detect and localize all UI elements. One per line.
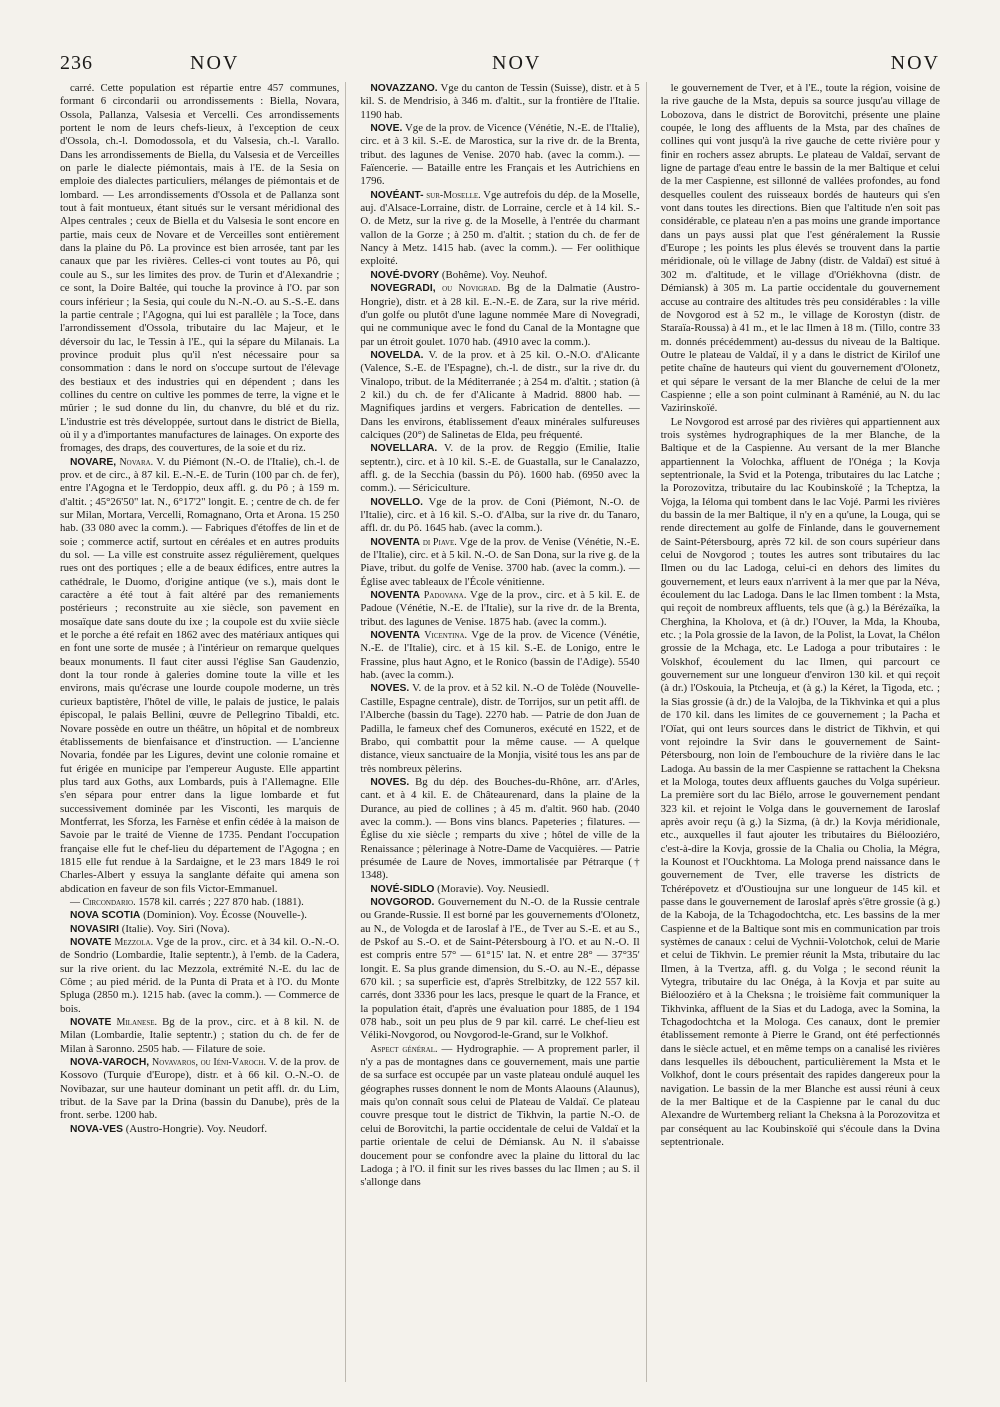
dictionary-entry: [360, 629, 639, 682]
entry-text: Bg du dép. des Bouches-du-Rhône, arr. d'Arles, cant. et à 4 kil. E. de Châteaurenard, dans la plaine de la Durance, au pied de collines ; à 45 m. d'altit. 960 hab. (2040 avec la comm.). — Bons vins blancs. Papeteries ; filatures. — Église du xie siècle ; remparts du xive ; hôtel de ville de la Renaissance ; pèlerinage à Notre-Dame de Vacquières. — Patrie présumée de Laure de Noves, immortalisée par Pétrarque († 1348).: [360, 775, 640, 882]
dictionary-entry: [360, 682, 639, 775]
entry-headword: NOVATE: [70, 1017, 112, 1029]
entry-text: carré. Cette population est répartie entre 457 communes, formant 6 circondarii ou arrondissements : Biella, Novara, Ossola, Pallanza, Valsesia et Vercelli. Ces arrondissements portent le nom de leurs chefs-lieux, à l'exception de ceux d'Ossola, ch.-l. Domodossola, et du Valsesia, ch.-l. Varallo. Dans les arrondissements de Biella, du Valsesia et de Verceilles on parle le dialecte piémontais, mais à l'E. de la Sesia on emploie des dialectes particuliers, mélanges de piémontais et de lombard. — Les arrondissements d'Ossola et de Pallanza sont tout à fait montueux, étant situés sur le versant méridional des Alpes centrales ; ceux de Biella et du Valsesia le sont encore en partie, mais ceux de Novare et de Verceilles sont entièrement dans la plaine du Pô. La province est bien arrosée, tant par les canaux que par les rivières. Celles-ci vont toutes au Pô, qui coule au S., sur les limites des prov. de Turin et d'Alexandrie ; ce sont, la Doire Baltée, qui touche la province à l'O. par son cours inférieur ; la Sesia, qui coule du N.-N.-O. au S.-S.-E. dans la partie centrale ; l'Agogna, qui lui est parallèle ; la Toce, dans l'arrondissement d'Ossola, tributaire du lac Majeur, et le déversoir du lac, le Tessin à l'E., qui la sépare du Milanais. La province produit plus qu'il n'est nécessaire pour sa consommation : dans le nord on s'occupe surtout de l'élevage des bestiaux et des industries qui en dépendent ; dans les collines du centre on cultive les pommes de terre, la vigne et le mûrier ; le sud donne du lin, du chanvre, du blé et du riz. L'industrie est très développée, surtout dans le district de Biella, où il y a d'importantes manufactures de lainages. On exporte des fromages, des draps, des couvertures, de la soie et du riz.: [60, 82, 340, 455]
entry-text: Bg de la prov., circ. et à 8 kil. N. de Milan (Lombardie, Italie septentr.) ; station du ch. de fer de Milan à Saronno. 2505 hab. — Filature de soie.: [60, 1016, 340, 1055]
dictionary-entry: [360, 269, 639, 282]
entry-text: (Moravie). Voy. Neusiedl.: [437, 882, 550, 895]
entry-variant: Mezzola.: [114, 937, 154, 948]
dictionary-entry: [360, 189, 639, 269]
entry-headword: NOVATE: [70, 937, 112, 948]
dictionary-entry: [360, 883, 639, 896]
entry-variant: Novara.: [119, 456, 154, 468]
entry-headword: NOVES.: [370, 776, 410, 788]
dictionary-entry: [661, 416, 940, 1150]
entry-headword: NOVA-VES: [70, 1123, 124, 1135]
dictionary-entry: [360, 776, 639, 883]
entry-variant: sur-Moselle.: [426, 189, 481, 201]
text-columns: [60, 82, 940, 1382]
entry-headword: NOVENTA: [370, 590, 420, 602]
dictionary-entry: [360, 442, 639, 495]
entry-headword: NOVÉ-SIDLO: [370, 883, 435, 895]
entry-text: (Bohême). Voy. Neuhof.: [441, 268, 548, 281]
entry-text: (Italie). Voy. Siri (Nova).: [121, 922, 230, 935]
dictionary-entry: [60, 923, 339, 936]
running-header: [60, 52, 940, 82]
dictionary-entry: [60, 909, 339, 922]
entry-headword: NOVELLO.: [370, 496, 423, 508]
entry-headword: NOVE.: [370, 123, 403, 135]
column-1: [60, 82, 346, 1382]
entry-text: V. du Piémont (N.-O. de l'Italie), ch.-l. de prov. et de circ., à 87 kil. E.-N.-E. de Turin (100 par ch. de fer), entre l'Agogna et le Terdoppio, deux affl. g. du Pô ; à 159 m. d'altit. ; 45°26'50" lat. N., 6°17'2" longit. E. ; centre de ch. de fer sur Milan, Mortara, Vercelli, Romagnano, Orta et Arona. 15 250 hab. (33 080 avec la comm.). — Fabriques d'étoffes de lin et de soie ; commerce actif, surtout en céréales et en autres produits du sol. — La ville est construite assez régulièrement, quelques rues ont des portiques ; elle a de beaux édifices, entre autres la cathédrale, le Duomo, d'origine antique (ve s.), mais dont le caractère a été tout à fait altéré par des remaniements postérieurs ; reconstruite au xie siècle, son pavement en mosaïque date sans doute du ixe ; la coupole est du xviie siècle et le porche a été refait en 1862 avec des matériaux antiques qui en font une sorte de musée ; à l'intérieur on remarque quelques beaux monuments. Il faut citer aussi l'église San Gaudenzio, dont la tour ronde à galeries domine toute la ville et les environs, mais qu'écrase une lourde coupole moderne, un très curieux baptistère, l'hôtel de ville, le palais de justice, le palais épiscopal, le palais Bellini, œuvre de Pellegrino Tibaldi, etc. Novare possède en outre un théâtre, un hôpital et de nombreux établissements de bienfaisance et d'instruction. — L'ancienne Novaria, fondée par les Ligures, devint une colonie romaine et fut érigée en municipe par l'empereur Auguste. Elle appartint plus tard aux Goths, aux Lombards, puis à l'Allemagne. Elle s'en sépara pour entrer dans la ligue lombarde et fut successivement dominée par les Visconti, les marquis de Montferrat, les Sforza, les Farnèse et enfin cédée à la maison de Savoie par le traité de Vienne de 1735. Pendant l'occupation française elle fut le chef-lieu du département de l'Agogna ; en 1815 elle fut rendue à la Sardaigne, et le 23 mars 1849 le roi Charles-Albert y essuya la sanglante défaite qui amena son abdication en faveur de son fils Victor-Emmanuel.: [60, 455, 340, 895]
dictionary-entry: [360, 1043, 639, 1190]
entry-text: Gouvernement du N.-O. de la Russie centrale ou Grande-Russie. Il est borné par les gouvernements d'Olonetz, au N., de Vologda et de Iaroslaf à l'E., de Tver au S.-E. et au S., de Pskof au S.-O. et de Saint-Pétersbourg à l'O. et au N.-O. Il est compris entre 57° — 61°15' lat. N. et entre 28° — 37°35' longit. E. Sa plus grande dimension, du S.-O. au N.-E., dépasse 670 kil. ; sa superficie est, d'après Strelbitzky, de 122 557 kil. carrés, dont 3336 pour les lacs, presque le quart de la France, et la population était, d'après une évaluation pour 1885, de 1 194 078 hab., soit un peu plus de 9 par kil. carré. Le chef-lieu est Véliki-Novgorod, ou Novgorod-le-Grand, sur le Volkhof.: [360, 895, 640, 1042]
entry-headword: NOVENTA: [370, 630, 420, 642]
entry-headword: NOVA SCOTIA: [70, 910, 141, 922]
entry-headword: NOVELDA.: [370, 349, 424, 361]
dictionary-entry: [60, 1123, 339, 1136]
entry-text: (Dominion). Voy. Écosse (Nouvelle-).: [143, 909, 307, 922]
entry-headword: NOVÉ-DVORY: [370, 269, 440, 281]
entry-text: Vge de la prov. de Venise (Vénétie, N.-E. de l'Italie), circ. et à 5 kil. N.-O. de San Dona, sur la rive g. de la Piave, tribut. du golfe de Venise. 3700 hab. (avec la comm.). — Église avec tableaux de l'École vénitienne.: [360, 535, 640, 588]
entry-text: Vge de la prov. de Vicence (Vénétie, N.-E. de l'Italie), circ. et à 15 kil. S.-E. de Lonigo, entre le Frassine, plus haut Agno, et le Ronico (bassin de l'Adige). 5540 hab. (avec la comm.).: [360, 629, 640, 682]
entry-text: 1578 kil. carrés ; 227 870 hab. (1881).: [138, 895, 304, 908]
entry-headword: NOVARE,: [70, 456, 117, 468]
entry-text: Le Novgorod est arrosé par des rivières qui appartiennent aux trois systèmes hydrographiques de la mer Blanche, de la Baltique et de la Caspienne. Au versant de la mer Blanche appartiennent la Volochka, affluent de l'Onéga ; la Kovja septentrionale, la Svid et la Potenga, tributaires du lac Latche ; la Porozovitza, tributaire du lac Koubinskoïé ; la Tcheptza, la Vojga, la Iéloma qui tombent dans le lac Vojé. Parmi les rivières du bassin de la mer Baltique, il n'y en a qu'une, la Louga, qui se rende directement au golfe de Finlande, dans le gouvernement de Saint-Pétersbourg, après 72 kil. de son cours supérieur dans celui de Novgorod ; toutes les autres sont tributaires du lac Ilmen ou du lac Ladoga, celui-ci en dehors des limites du gouvernement, et leurs eaux n'arrivent à la mer que par la Néva, écoulement du lac Ladoga. Dans le lac Ilmen tombent : la Msta, qui reçoit de nombreux affluents, tels que (à g.) la Bérézaïka, la Cherghina, la Kholova, et (à dr.) l'Ouver, la Mda, la Khouba, etc. ; la Pola grossie de la Iavon, de la Polist, la Lovat, la Chélon grossie de la Mchaga, etc. Le Ladoga a pour tributaires : le Volskhof, écoulement du lac Ilmen, qui parcourt ce gouvernement sur une longueur d'environ 130 kil. et qui reçoit (à dr.) l'Oskouia, la Ptcheuja, et (à g.) la Kéret, la Tigoda, etc. ; la Sias grossie (à dr.) de la Valojba, de la Tikhvinka et qui a plus de 170 kil. dans les limites de ce gouvernement ; la Pacha et l'Oïat, qui ont leurs sources dans le district de Tikhvin, et qui vont rejoindre la Svir dans le gouvernement de Saint-Pétersbourg, non loin de l'embouchure de la rivière dans le lac Ladoga. Au bassin de la mer Caspienne se rattachent la Cheksna et la Mologa, toutes deux affluents gauches du Volga supérieur. La première sort du lac Biélo, arrose le gouvernement pendant 323 kil. et rejoint le Volga dans le gouvernement de Iaroslaf après avoir reçu (à g.) la Sizma, (à dr.) la Kovja méridionale, etc., auxquelles il faut ajouter les tributaires du Biélooziéro, c'est-à-dire la Kovja, grossie de la Chalia ou Cholia, la Mégra, la Kounost et l'Ouckhtoma. La Mologa prend naissance dans le gouvernement de Tver, elle traverse les districts de Tchérépovetz et d'Oustioujna sur une longueur de 145 kil. et passe dans le gouvernement de Iaroslaf après s'être grossie (à g.) de la Kaboja, de la Tchagodochtcha, etc. Les bassins de la mer Caspienne et de la Baltique sont mis en communication par trois systèmes de canaux : celui de Vychnii-Volotchok, celui de Marie et celui de Tikhvin. Le premier réunit la Msta, tributaire du lac Ilmen, à la Tvertza, affl. g. du Volga ; le second réunit la Vytegra, tributaire du lac Onéga, à la Kovja et par suite au Biélooziéro et à la Cheksna ; le troisième fait communiquer la Tikhvinka, affluent de la Sias et du Ladoga, avec la Somina, la Tchagodochtcha et la Mologa. Ces canaux, dont le premier établissement remonte à Pierre le Grand, ont été perfectionnés dans le siècle actuel, et en même temps on a canalisé les rivières dans lesquelles ils débouchent, particulièrement la Msta et le Volkhof, dont le cours présentait des rapides dangereux pour la navigation. Le bassin de la mer Blanche est aussi réuni à ceux de la mer Baltique et de la Caspienne par le canal du duc Alexandre de Wurtemberg reliant la Cheksna à la Porozovitza et par conséquent au lac Koubinskoïé qui s'écoule dans la Dvina septentrionale.: [660, 415, 940, 1149]
entry-variant: — Circondario.: [70, 896, 136, 908]
entry-text: Vge de la prov. de Coni (Piémont, N.-O. de l'Italie), circ. et à 16 kil. S.-O. d'Alba, sur la rive dr. du Tanaro, affl. dr. du Pô. 1645 hab. (avec la comm.).: [360, 495, 640, 535]
entry-headword: NOVÉANT-: [370, 189, 424, 201]
entry-headword: NOVELLARA.: [370, 443, 438, 455]
dictionary-entry: [360, 496, 639, 536]
dictionary-entry: [661, 82, 940, 416]
dictionary-entry: [360, 896, 639, 1043]
dictionary-entry: [60, 82, 339, 456]
dictionary-entry: [60, 936, 339, 1016]
dictionary-entry: [360, 82, 639, 122]
entry-headword: NOVENTA: [370, 536, 420, 548]
entry-text: Vge autrefois du dép. de la Moselle, auj. d'Alsace-Lorraine, distr. de Lorraine, cercle et à 14 kil. S.-O. de Metz, sur la rive g. de la Moselle, à l'entrée du charmant vallon de la Gorze ; à 250 m. d'altit. ; station du ch. de fer de Nancy à Metz. 1415 hab. (avec la comm.). — Fer oolithique exploité.: [360, 188, 640, 268]
entry-text: V. de la prov. de Kossovo (Turquie d'Europe), distr. et à 66 kil. O.-N.-O. de Novibazar, sur une hauteur dominant un petit affl. dr. du Lim, tribut. de la Save par la Drina (bassin du Danube), près de la front. serbe. 1200 hab.: [60, 1056, 340, 1122]
entry-text: Vge de la prov., circ. et à 5 kil. E. de Padoue (Vénétie, N.-E. de l'Italie), sur la rive dr. de la Brenta, tribut. des lagunes de Venise. 1875 hab. (avec la comm.).: [360, 589, 640, 628]
entry-variant: di Piave.: [422, 536, 457, 548]
entry-headword: NOVEGRADI,: [370, 283, 436, 295]
running-head-left: NOV: [190, 52, 240, 74]
running-head-center: NOV: [492, 52, 542, 74]
dictionary-entry: [360, 282, 639, 349]
entry-text: Vge de la prov. de Vicence (Vénétie, N.-E. de l'Italie), circ. et à 3 kil. S.-E. de Marostica, sur la rive dr. de la Brenta, tribut. des lagunes de Venise. 2070 hab. (avec la comm.). — Faïencerie. — Bataille entre les Français et les Autrichiens en 1796.: [360, 122, 640, 188]
entry-text: (Austro-Hongrie). Voy. Neudorf.: [125, 1122, 268, 1135]
entry-variant: Novavaros, ou Iéni-Varoch.: [152, 1057, 266, 1069]
entry-text: V. de la prov. et à 25 kil. O.-N.O. d'Alicante (Valence, S.-E. de l'Espagne), ch.-l. de distr., sur la rive dr. du Vinalopo, tribut. de la Méditerranée ; à 254 m. d'altit. ; station (à 2 kil.) du ch. de fer d'Alicante à Madrid. 8800 hab. — Magnifiques jardins et vergers. Fabrication de dentelles. — Dans les environs, établissement d'eaux minérales sulfureuses calciques (20°) de Salinetas de Elda, peu fréquenté.: [360, 348, 640, 441]
entry-text: — Hydrographie. — A proprement parler, il n'y a pas de montagnes dans ce gouvernement, mais une partie de sa surface est occupée par un vaste plateau ondulé auquel les géographes russes donnent le nom de Monts Alaouns (Alaunus), mais qu'on connaît sous celui de Plateau de Valdaï. Ce plateau couvre presque tout le district de Tikhvin, la partie N.-O. de celui de Borovitchi, la partie occidentale de celui de Valdaï et la partie orientale de celui de Démiansk. Au N. il s'abaisse doucement pour se confondre avec la plaine du littoral du lac Ladoga ; à l'O. il finit sur les rives basses du lac Ilmen ; au S. il s'allonge dans: [360, 1042, 640, 1189]
column-3: [661, 82, 940, 1382]
column-2: [360, 82, 646, 1382]
entry-headword: NOVA-VAROCH,: [70, 1057, 150, 1069]
entry-text: Vge du canton de Tessin (Suisse), distr. et à 5 kil. S. de Mendrisio, à 346 m. d'altit., sur la frontière de l'Italie. 1190 hab.: [360, 82, 640, 121]
entry-headword: NOVES.: [370, 683, 410, 695]
entry-variant: Aspect général.: [370, 1043, 438, 1055]
entry-headword: NOVASIRI: [70, 923, 120, 935]
dictionary-entry: [60, 896, 339, 909]
dictionary-entry: [360, 122, 639, 189]
dictionary-entry: [60, 456, 339, 896]
entry-variant: Milanese.: [116, 1017, 158, 1029]
dictionary-entry: [360, 536, 639, 589]
dictionary-entry: [360, 589, 639, 629]
dictionary-entry: [360, 349, 639, 442]
entry-text: V. de la prov. de Reggio (Emilie, Italie septentr.), circ. et à 10 kil. S.-E. de Guastalla, sur le Canalazzo, affl. g. de la Secchia (bassin du Pô). 1600 hab. (6950 avec la comm.). — Sériciculture.: [360, 442, 640, 495]
entry-text: Bg de la Dalmatie (Austro-Hongrie), distr. et à 28 kil. E.-N.-E. de Zara, sur la rive mérid. d'un golfe ou plutôt d'une lagune nommée Mare di Novegradi, qui ne communique avec le fond du Canal de la Montagne que par un étroit goulet. 1070 hab. (4910 avec la comm.).: [360, 282, 640, 348]
page-number: 236: [60, 52, 93, 74]
entry-text: Vge de la prov., circ. et à 34 kil. O.-N.-O. de Sondrio (Lombardie, Italie septentr.), à l'emb. de la Cadera, sur la rive orient. du lac Mezzola, extrémité N.-E. du lac de Côme ; au pied mérid. de la Punta di Prata et à l'O. du Monte Spluga (2850 m.). 1215 hab. (avec la comm.). — Commerce de bois.: [60, 936, 340, 1015]
running-head-right: NOV: [890, 52, 940, 74]
entry-variant: Padovana.: [423, 590, 467, 602]
entry-variant: ou Novigrad.: [442, 283, 501, 295]
entry-text: V. de la prov. et à 52 kil. N.-O de Tolède (Nouvelle-Castille, Espagne centrale), distr. de Torrijos, sur un petit affl. de l'Alberche (bassin du Tage). 2270 hab. — Patrie de don Juan de Padilla, le fameux chef des Comuneros, exécuté en 1522, et de Brabo, qui combattit pour la même cause. — A quelque distance, vieux sanctuaire de la Monjia, visité tous les ans par de très nombreux pèlerins.: [360, 682, 640, 775]
dictionary-entry: [60, 1016, 339, 1056]
entry-variant: Vicentina.: [424, 630, 468, 642]
entry-headword: NOVGOROD.: [370, 896, 435, 908]
dictionary-entry: [60, 1056, 339, 1123]
entry-text: le gouvernement de Tver, et à l'E., toute la région, voisine de la rive gauche de la Msta, depuis sa source jusqu'au village de Lobozova, dans le district de Borovitchi, présente une plaine coupée, le long des affluents de la Msta, par des chaînes de collines qui vont jusqu'à la rive gauche de cette rivière pour y finir en rochers assez abrupts. Le plateau de Valdaï, servant de ligne de partage d'eau entre le bassin de la mer Baltique et celui de la mer Caspienne, est sillonné de vallées profondes, au fond desquelles coulent des ruisseaux bordés de hauteurs qui s'en vont dans toutes les directions. Bien que l'altitude n'en soit pas considérable, ce plateau n'en a pas moins une grande importance dans un pays aussi plat que l'est généralement la Russie d'Europe ; les points les plus élevés se trouvent dans la partie méridionale, où le village de Jabny (distr. de Valdaï) est situé à 302 m. d'altitude, et le village d'Oriékhovna (distr. de Démiansk) à 305 m. La partie occidentale du gouvernement accuse au contraire des altitudes très peu considérables : la ville de Novgorod est à 52 m., le village de Korostyn (distr. de Staraïa-Roussa) à 41 m., et le lac Ilmen à 18 m. (Tillo, contre 33 m. donnés précédemment) au-dessus du niveau de la Baltique. Outre le plateau de Valdaï, il y a dans le district de Kirilof une petite chaîne de hauteurs qui vient du gouvernement d'Olonetz, et qui sépare le versant de la mer Blanche de celui de la mer Caspienne ; elle a son point culminant à Raménié, au N. du lac Vazirinskoïé.: [660, 82, 940, 415]
entry-headword: NOVAZZANO.: [370, 83, 438, 94]
